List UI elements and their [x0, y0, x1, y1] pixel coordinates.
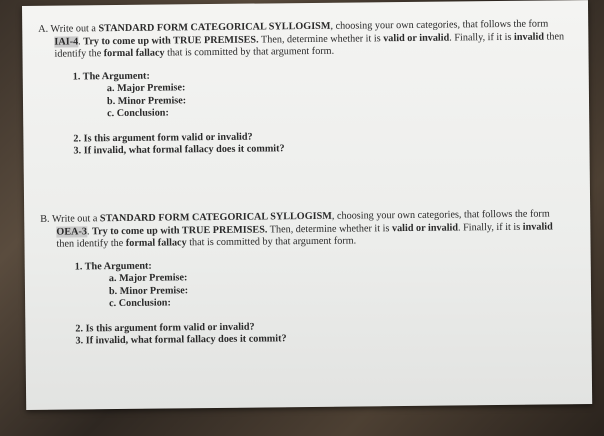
- minor-premise-label: b. Minor Premise:: [108, 284, 189, 297]
- minor-premise-label: b. Minor Premise:: [106, 94, 187, 107]
- conclusion-label: c. Conclusion:: [109, 297, 171, 310]
- question-validity: 2. Is this argument form valid or invalid?: [75, 321, 255, 334]
- question-validity: 2. Is this argument form valid or invalid?: [73, 131, 253, 144]
- argument-label: 1. The Argument:: [72, 70, 150, 82]
- section-b: [40, 208, 571, 348]
- argument-label: 1. The Argument:: [74, 260, 152, 272]
- section-a: [38, 18, 569, 158]
- questions-block: [75, 318, 571, 348]
- form-code: IAI-4: [54, 35, 79, 48]
- question-fallacy: 3. If invalid, what formal fallacy does it commit?: [73, 143, 285, 157]
- questions-block: [73, 128, 569, 158]
- section-b-instructions: B. Write out a STANDARD FORM CATEGORICAL SYLLOGISM, choosing your own categories, that follows the form OEA-3. Try to come up with TRUE PREMISES. Then, determine whether it is valid or invalid. Finally, if it is invalid then identify the formal fallacy that is committed by that argument form.: [40, 208, 553, 250]
- question-fallacy: 3. If invalid, what formal fallacy does it commit?: [75, 333, 287, 347]
- major-premise-label: a. Major Premise:: [106, 82, 186, 95]
- argument-block: [75, 256, 571, 311]
- section-a-instructions: A. Write out a STANDARD FORM CATEGORICAL SYLLOGISM, choosing your own categories, that follows the form IAI-4. Try to come up with TRUE PREMISES. Then, determine whether it is valid or invalid. Finally, if it is invalid then identify the formal fallacy that is committed by that argument form.: [38, 18, 565, 60]
- form-code: OEA-3: [56, 225, 87, 238]
- worksheet-paper: [22, 0, 592, 410]
- conclusion-label: c. Conclusion:: [107, 107, 169, 120]
- argument-block: [73, 66, 569, 121]
- major-premise-label: a. Major Premise:: [108, 272, 188, 285]
